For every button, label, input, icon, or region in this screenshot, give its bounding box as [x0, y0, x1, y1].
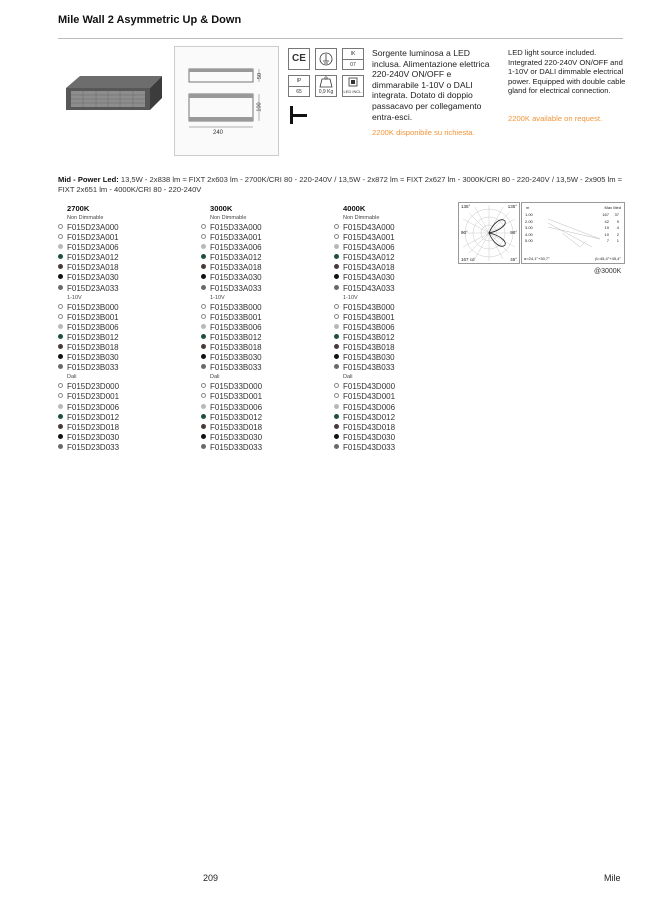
code-item	[334, 392, 469, 402]
description-it-text: Sorgente luminosa a LED inclusa. Alimentazione elettrica 220-240V ON/OFF e dimmarabile 1-10V o DALI integrata. Dotato di doppio passacavo per collegamento entra-esci.	[372, 48, 490, 122]
lux-max: 7	[606, 238, 609, 243]
ip-value: 65	[296, 89, 302, 95]
finish-swatch-icon	[334, 424, 339, 429]
ik-rating-icon	[342, 48, 364, 70]
finish-swatch-icon	[201, 354, 206, 359]
polar-label-top-right: 135°	[507, 204, 517, 209]
code-text: F015D23A006	[67, 243, 119, 253]
finish-swatch-icon	[58, 274, 63, 279]
code-text: F015D23A000	[67, 223, 119, 232]
code-item	[334, 263, 469, 273]
lux-max: 10	[604, 231, 609, 237]
code-text: F015D33D033	[210, 442, 263, 452]
power-specs	[58, 175, 628, 195]
code-text: F015D43A012	[343, 253, 395, 263]
finish-swatch-icon	[201, 404, 206, 409]
code-item	[201, 263, 336, 273]
code-text: F015D43A030	[343, 273, 395, 283]
code-item	[201, 243, 336, 253]
code-text: F015D23D001	[67, 392, 120, 402]
code-item	[334, 313, 469, 323]
finish-swatch-icon	[58, 344, 63, 349]
code-item	[201, 353, 336, 363]
code-text: F015D23A030	[67, 273, 119, 283]
finish-swatch-icon	[334, 364, 339, 369]
finish-swatch-icon	[58, 234, 63, 239]
code-item	[201, 323, 336, 333]
finish-swatch-icon	[58, 314, 63, 319]
lux-header-left: m	[526, 205, 530, 210]
code-text: F015D43B001	[343, 312, 395, 322]
code-item	[334, 423, 469, 433]
group-label: 1-10V	[210, 294, 225, 301]
finish-swatch-icon	[58, 304, 63, 309]
code-text: F015D43B033	[343, 363, 395, 373]
finish-swatch-icon	[58, 383, 63, 388]
code-text: F015D43A001	[343, 233, 395, 243]
code-text: F015D23A001	[67, 233, 119, 243]
code-item	[58, 223, 193, 233]
code-item	[58, 253, 193, 263]
code-text: F015D23D030	[67, 432, 120, 442]
code-text: F015D43B000	[343, 302, 395, 312]
dim-height-top: 50	[257, 72, 264, 80]
code-item	[334, 363, 469, 373]
code-item	[334, 323, 469, 333]
code-item	[201, 303, 336, 313]
code-item	[201, 284, 336, 294]
finish-swatch-icon	[58, 244, 63, 249]
code-item	[334, 284, 469, 294]
code-text: F015D43B012	[343, 332, 395, 342]
code-text: F015D23B012	[67, 332, 119, 342]
code-text: F015D33D030	[210, 432, 263, 442]
code-item	[201, 423, 336, 433]
finish-swatch-icon	[201, 434, 206, 439]
finish-swatch-icon	[201, 285, 206, 290]
code-item	[334, 303, 469, 313]
code-text: F015D43A018	[343, 263, 395, 273]
weight-icon	[315, 75, 337, 97]
lux-max: 19	[604, 225, 609, 230]
code-column-3000k	[201, 204, 336, 453]
code-text: F015D43D001	[343, 392, 396, 402]
code-text: F015D33B033	[210, 363, 262, 373]
finish-swatch-icon	[201, 424, 206, 429]
code-item	[334, 243, 469, 253]
code-item	[334, 273, 469, 283]
finish-swatch-icon	[58, 334, 63, 339]
ip-rating-icon	[288, 75, 310, 97]
code-item	[334, 443, 469, 453]
wall-mount-icon	[288, 104, 310, 126]
lux-rows	[525, 212, 621, 245]
code-text: F015D23D000	[67, 382, 120, 392]
class-insulation-icon	[315, 48, 337, 70]
column-title: 3000K	[210, 204, 233, 213]
code-item	[334, 253, 469, 263]
lux-row	[525, 238, 621, 245]
finish-swatch-icon	[58, 324, 63, 329]
code-item	[58, 243, 193, 253]
lux-max: 42	[604, 218, 609, 224]
code-text: F015D33B012	[210, 332, 262, 342]
finish-swatch-icon	[201, 264, 206, 269]
code-text: F015D23B000	[67, 302, 119, 312]
lux-m: 1.00	[525, 212, 533, 217]
code-item	[58, 403, 193, 413]
code-item	[58, 313, 193, 323]
code-column-4000k	[334, 204, 469, 453]
code-text: F015D33D006	[210, 402, 263, 412]
power-label: Mid - Power Led:	[58, 175, 119, 184]
group-label: Non Dimmable	[67, 215, 104, 221]
finish-swatch-icon	[58, 264, 63, 269]
code-text: F015D33D001	[210, 392, 263, 402]
lux-m: 2.00	[525, 218, 533, 224]
finish-swatch-icon	[58, 364, 63, 369]
finish-swatch-icon	[334, 285, 339, 290]
finish-swatch-icon	[58, 444, 63, 449]
page-number: 209	[203, 873, 219, 883]
code-item	[201, 443, 336, 453]
code-text: F015D33B000	[210, 302, 262, 312]
led-included-label: LED INCL.	[343, 89, 363, 94]
finish-swatch-icon	[201, 344, 206, 349]
finish-swatch-icon	[201, 414, 206, 419]
finish-swatch-icon	[334, 404, 339, 409]
finish-swatch-icon	[201, 334, 206, 339]
lux-med: 2	[616, 231, 619, 237]
column-title: 4000K	[343, 204, 366, 213]
description-en-text: LED light source included. Integrated 220-240V ON/OFF and 1-10V or DALI dimmable electrical power. Equipped with double cable gland for electrical connection.	[508, 48, 626, 96]
code-text: F015D33D012	[210, 412, 263, 422]
code-item	[58, 413, 193, 423]
code-item	[201, 273, 336, 283]
code-item	[201, 233, 336, 243]
technical-drawing	[174, 46, 279, 156]
ip-label: IP	[289, 76, 309, 87]
code-item	[58, 443, 193, 453]
code-item	[58, 263, 193, 273]
code-item	[201, 433, 336, 443]
code-text: F015D43D000	[343, 382, 396, 392]
lux-m: 5.00	[525, 238, 533, 243]
code-item	[58, 353, 193, 363]
lux-med: 4	[616, 225, 619, 230]
description-it-note: 2200K disponibile su richiesta.	[372, 128, 475, 138]
ik-label: IK	[343, 49, 363, 60]
code-text: F015D33A012	[210, 253, 262, 263]
code-text: F015D23D012	[67, 412, 120, 422]
finish-swatch-icon	[58, 354, 63, 359]
finish-swatch-icon	[334, 254, 339, 259]
finish-swatch-icon	[58, 254, 63, 259]
finish-swatch-icon	[334, 234, 339, 239]
polar-label-bottom-left: 167 cd	[461, 257, 475, 262]
finish-swatch-icon	[201, 393, 206, 398]
code-text: F015D43A000	[343, 223, 395, 232]
beam-angle-beta: β=45,4°+45,4°	[595, 256, 621, 261]
finish-swatch-icon	[58, 404, 63, 409]
finish-swatch-icon	[334, 224, 339, 229]
finish-swatch-icon	[334, 304, 339, 309]
group-label: Dali	[343, 374, 353, 381]
led-included-icon	[342, 75, 364, 97]
code-text: F015D33D018	[210, 422, 263, 432]
code-text: F015D43B018	[343, 343, 395, 353]
finish-swatch-icon	[201, 304, 206, 309]
code-item	[201, 343, 336, 353]
column-title: 2700K	[67, 204, 90, 213]
code-item	[201, 223, 336, 233]
finish-swatch-icon	[334, 383, 339, 388]
finish-swatch-icon	[334, 324, 339, 329]
code-item	[201, 392, 336, 402]
power-text: 13,5W - 2x838 lm ≈ FIXT 2x603 lm - 2700K/CRI 80 - 220-240V / 13,5W - 2x872 lm ≈ FIXT 2x627 lm - 3000K/CRI 80 - 220-240V / 13,5W - 2x905 lm ≈ FIXT 2x651 lm - 4000K/CRI 80 - 220-240V	[58, 175, 622, 194]
code-text: F015D23B030	[67, 353, 119, 363]
finish-swatch-icon	[201, 364, 206, 369]
code-item	[201, 413, 336, 423]
finish-swatch-icon	[334, 264, 339, 269]
code-text: F015D33A030	[210, 273, 262, 283]
finish-swatch-icon	[58, 224, 63, 229]
lux-header-right: Max Med	[604, 205, 621, 210]
finish-swatch-icon	[201, 224, 206, 229]
finish-swatch-icon	[334, 444, 339, 449]
finish-swatch-icon	[201, 254, 206, 259]
finish-swatch-icon	[201, 383, 206, 388]
code-item	[58, 323, 193, 333]
finish-swatch-icon	[334, 274, 339, 279]
finish-swatch-icon	[334, 344, 339, 349]
code-item	[58, 423, 193, 433]
code-item	[58, 382, 193, 392]
finish-swatch-icon	[334, 414, 339, 419]
code-text: F015D43D030	[343, 432, 396, 442]
weight-value: 0,9 Kg	[318, 89, 334, 95]
code-text: F015D23B001	[67, 312, 119, 322]
dim-height-bottom: 100	[256, 102, 263, 112]
beam-angle-alpha: α=24,1°+30,7°	[524, 256, 550, 261]
code-text: F015D23D006	[67, 402, 120, 412]
code-text: F015D23B006	[67, 322, 119, 332]
code-item	[334, 413, 469, 423]
brand-name: Mile	[604, 873, 621, 883]
group-label: Non Dimmable	[343, 215, 380, 221]
lux-max: 167	[602, 212, 609, 217]
code-item	[58, 303, 193, 313]
code-text: F015D43A033	[343, 283, 395, 293]
code-text: F015D33B001	[210, 312, 262, 322]
finish-swatch-icon	[201, 314, 206, 319]
code-text: F015D33B030	[210, 353, 262, 363]
code-text: F015D23B018	[67, 343, 119, 353]
code-item	[334, 343, 469, 353]
group-label: Non Dimmable	[210, 215, 247, 221]
code-item	[334, 333, 469, 343]
code-text: F015D43B030	[343, 353, 395, 363]
polar-label-bottom-right: 45°	[510, 257, 517, 262]
code-text: F015D33B018	[210, 343, 262, 353]
finish-swatch-icon	[58, 434, 63, 439]
product-photo	[58, 46, 170, 156]
code-item	[58, 433, 193, 443]
finish-swatch-icon	[58, 414, 63, 419]
finish-swatch-icon	[201, 244, 206, 249]
finish-swatch-icon	[201, 234, 206, 239]
group-label: 1-10V	[67, 294, 82, 301]
polar-label-top-left: 135°	[461, 204, 471, 209]
code-item	[201, 253, 336, 263]
code-text: F015D33A018	[210, 263, 262, 273]
finish-swatch-icon	[201, 274, 206, 279]
code-item	[201, 382, 336, 392]
code-text: F015D43B006	[343, 322, 395, 332]
code-item	[201, 363, 336, 373]
code-item	[334, 403, 469, 413]
code-item	[201, 333, 336, 343]
title-divider	[58, 38, 623, 39]
code-item	[334, 353, 469, 363]
code-text: F015D43D006	[343, 402, 396, 412]
code-text: F015D23A018	[67, 263, 119, 273]
description-en-note: 2200K available on request.	[508, 113, 603, 123]
code-text: F015D43A006	[343, 243, 395, 253]
finish-swatch-icon	[334, 434, 339, 439]
code-item	[58, 333, 193, 343]
polar-diagram	[458, 202, 520, 264]
lux-med: 1	[616, 238, 619, 243]
finish-swatch-icon	[334, 354, 339, 359]
finish-swatch-icon	[334, 334, 339, 339]
code-item	[201, 313, 336, 323]
polar-label-right: 90°	[510, 230, 517, 235]
description-en	[508, 48, 626, 124]
code-item	[58, 392, 193, 402]
description-it	[372, 48, 497, 139]
code-text: F015D23A033	[67, 283, 119, 293]
code-item	[58, 284, 193, 294]
finish-swatch-icon	[58, 393, 63, 398]
code-item	[58, 233, 193, 243]
code-item	[201, 403, 336, 413]
code-item	[334, 433, 469, 443]
illuminance-table	[521, 202, 625, 264]
code-item	[334, 382, 469, 392]
code-text: F015D23D018	[67, 422, 120, 432]
finish-swatch-icon	[334, 393, 339, 398]
lux-m: 3.00	[525, 225, 533, 230]
finish-swatch-icon	[58, 424, 63, 429]
code-text: F015D43D018	[343, 422, 396, 432]
code-text: F015D43D012	[343, 412, 396, 422]
code-text: F015D33A001	[210, 233, 262, 243]
code-text: F015D43D033	[343, 442, 396, 452]
polar-label-left: 90°	[461, 230, 468, 235]
code-item	[58, 363, 193, 373]
dim-width: 240	[213, 130, 224, 136]
code-text: F015D33A033	[210, 283, 262, 293]
lux-m: 4.00	[525, 231, 533, 237]
code-text: F015D33A006	[210, 243, 262, 253]
code-item	[334, 223, 469, 233]
group-label: Dali	[210, 374, 220, 381]
code-text: F015D33B006	[210, 322, 262, 332]
finish-swatch-icon	[334, 244, 339, 249]
code-column-2700k	[58, 204, 193, 453]
code-item	[58, 343, 193, 353]
photometry-kelvin: @3000K	[594, 268, 622, 275]
code-text: F015D33D000	[210, 382, 263, 392]
group-label: Dali	[67, 374, 77, 381]
ik-value: 07	[350, 62, 356, 68]
code-item	[334, 233, 469, 243]
code-text: F015D33A000	[210, 223, 262, 232]
finish-swatch-icon	[201, 444, 206, 449]
lux-med: 37	[614, 212, 619, 217]
finish-swatch-icon	[58, 285, 63, 290]
code-text: F015D23A012	[67, 253, 119, 263]
finish-swatch-icon	[334, 314, 339, 319]
code-item	[58, 273, 193, 283]
finish-swatch-icon	[201, 324, 206, 329]
page-title: Mile Wall 2 Asymmetric Up & Down	[58, 14, 242, 26]
ce-mark-icon: CE	[288, 48, 310, 70]
code-text: F015D23D033	[67, 442, 120, 452]
code-text: F015D23B033	[67, 363, 119, 373]
group-label: 1-10V	[343, 294, 358, 301]
lux-med: 9	[616, 218, 619, 224]
